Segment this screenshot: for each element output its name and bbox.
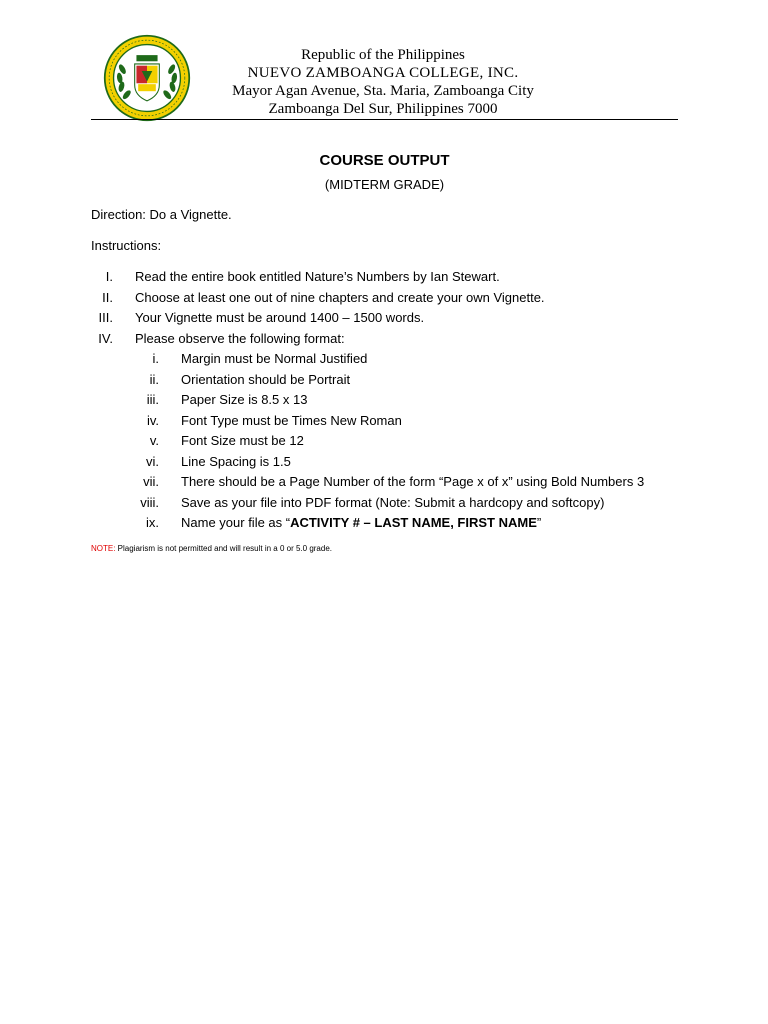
header-divider [91, 119, 678, 120]
list-item-number: III. [98, 310, 113, 325]
format-item-number: iv. [146, 412, 159, 428]
format-item-number: vi. [146, 453, 159, 469]
list-item [91, 309, 691, 330]
format-item-text: Orientation should be Portrait [181, 371, 351, 387]
list-item-text: Your Vignette must be around 1400 – 1500 words. [135, 310, 425, 325]
format-item-text: Line Spacing is 1.5 [181, 453, 291, 469]
format-item-text: Margin must be Normal Justified [181, 351, 368, 366]
format-item-number: iii. [146, 392, 159, 407]
format-item [91, 432, 691, 453]
document-subtitle: (MIDTERM GRADE) [324, 177, 445, 192]
document-title: COURSE OUTPUT [319, 152, 450, 169]
list-item [91, 289, 691, 310]
format-item-prefix: Name your file as “ [181, 515, 291, 530]
format-item-text: Save as your file into PDF format (Note: Submit a hardcopy and softcopy) [181, 494, 605, 510]
instructions-heading: Instructions: [91, 238, 162, 253]
instructions-list [91, 268, 691, 350]
letterhead-college-name: NUEVO ZAMBOANGA COLLEGE, INC. [247, 65, 519, 81]
format-item [91, 391, 691, 412]
file-name-pattern: ACTIVITY # – LAST NAME, FIRST NAME [290, 515, 537, 530]
letterhead-address-line2: Zamboanga Del Sur, Philippines 7000 [268, 101, 498, 117]
format-item-number: ii. [149, 371, 159, 387]
format-item [91, 453, 691, 474]
format-item [91, 514, 691, 535]
format-item-text [181, 514, 541, 532]
list-item-number: I. [105, 269, 113, 284]
format-item-text: Font Type must be Times New Roman [181, 412, 402, 428]
letterhead [210, 46, 556, 118]
letterhead-address-line1: Mayor Agan Avenue, Sta. Maria, Zamboanga City [232, 83, 534, 99]
format-item-text: Font Size must be 12 [181, 433, 304, 448]
list-item [91, 268, 691, 289]
format-item-text: There should be a Page Number of the form “Page x of x” using Bold Numbers 3 [181, 474, 645, 489]
list-item-text: Read the entire book entitled Nature’s Numbers by Ian Stewart. [135, 269, 500, 284]
list-item-number: II. [102, 289, 113, 305]
format-item-text: Paper Size is 8.5 x 13 [181, 392, 308, 407]
note-text: Plagiarism is not permitted and will result in a 0 or 5.0 grade. [115, 544, 332, 553]
format-item [91, 371, 691, 392]
format-item-number: v. [149, 433, 159, 448]
list-item [91, 330, 691, 351]
letterhead-country: Republic of the Philippines [301, 47, 465, 63]
plagiarism-note [91, 543, 332, 555]
format-item-number: ix. [146, 515, 159, 530]
format-item-number: vii. [143, 474, 159, 489]
format-item-number: viii. [140, 494, 159, 510]
format-item [91, 494, 691, 515]
list-item-text: Please observe the following format: [135, 330, 345, 346]
college-seal-logo [103, 34, 191, 122]
format-item [91, 350, 691, 371]
format-list [91, 350, 691, 535]
direction-text: Direction: Do a Vignette. [91, 207, 232, 222]
format-item-suffix: ” [536, 515, 542, 530]
list-item-text: Choose at least one out of nine chapters and create your own Vignette. [135, 289, 545, 305]
format-item [91, 473, 691, 494]
list-item-number: IV. [98, 330, 113, 346]
note-label: NOTE: [91, 544, 116, 553]
format-item-number: i. [152, 351, 159, 366]
format-item [91, 412, 691, 433]
